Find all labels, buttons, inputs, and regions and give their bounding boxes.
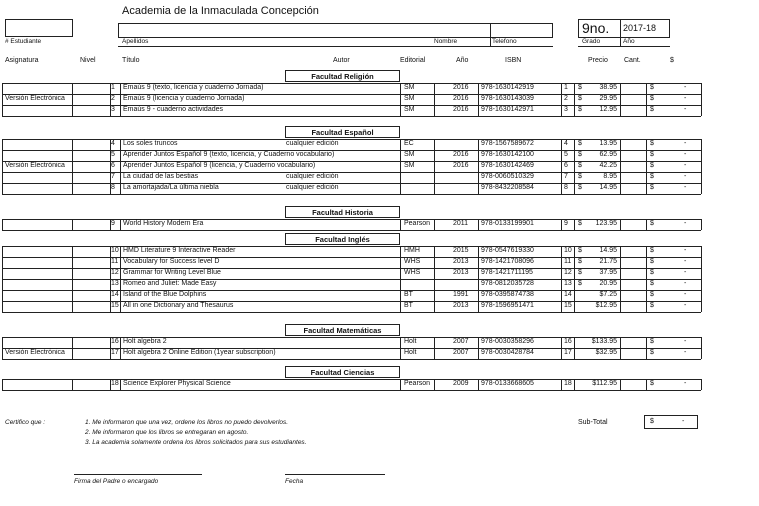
- row-title: Island of the Blue Dolphins: [123, 291, 207, 298]
- row-rule: [2, 359, 701, 360]
- row-price-currency: $: [578, 106, 582, 113]
- row-isbn: 978-1630142100: [481, 151, 534, 158]
- table-row: [0, 268, 759, 279]
- row-number-right: 15: [564, 302, 572, 309]
- row-price: 38.95: [599, 84, 617, 91]
- row-number: 12: [111, 269, 119, 276]
- quantity-cell[interactable]: [621, 139, 645, 149]
- row-isbn: 978-0812035728: [481, 280, 534, 287]
- row-editorial: BT: [404, 302, 413, 309]
- row-total: -: [684, 184, 687, 191]
- row-price: $133.95: [591, 338, 617, 345]
- row-isbn: 978-1421708096: [481, 258, 534, 265]
- quantity-cell[interactable]: [621, 183, 645, 193]
- row-total: -: [684, 280, 687, 287]
- row-total: -: [684, 380, 687, 387]
- row-number-right: 4: [564, 140, 568, 147]
- row-price: 21.75: [599, 258, 617, 265]
- col-editorial: Editorial: [400, 57, 426, 64]
- col-nivel: Nivel: [80, 57, 96, 64]
- row-number-right: 5: [564, 151, 568, 158]
- table-row: [0, 301, 759, 312]
- col-cant: Cant.: [624, 57, 641, 64]
- row-number: 16: [111, 338, 119, 345]
- row-year: 2016: [453, 95, 469, 102]
- grade-value: 9no.: [582, 20, 610, 36]
- row-price: $112.95: [592, 380, 617, 387]
- row-total-currency: $: [650, 220, 654, 227]
- row-title: World History Modern Era: [123, 220, 204, 227]
- row-price: 42.25: [599, 162, 617, 169]
- row-rule: [2, 312, 701, 313]
- row-price: 8.95: [603, 173, 617, 180]
- table-row: [0, 172, 759, 183]
- faculty-name: Facultad Ciencias: [310, 368, 375, 377]
- statement-1: 1. Me informaron que una vez, ordene los libros no puedo devolverlos.: [85, 419, 289, 426]
- row-price: 62.95: [599, 151, 617, 158]
- row-number: 6: [111, 162, 115, 169]
- faculty-name: Facultad Religión: [311, 72, 374, 81]
- row-number: 8: [111, 184, 115, 191]
- table-row: [0, 379, 759, 390]
- row-year: 2016: [453, 106, 469, 113]
- student-name-field[interactable]: [118, 23, 553, 38]
- quantity-cell[interactable]: [621, 105, 645, 115]
- table-row: [0, 290, 759, 301]
- row-year: 2013: [453, 302, 469, 309]
- certifico-label: Certifico que :: [5, 419, 46, 426]
- quantity-cell[interactable]: [621, 268, 645, 278]
- nombre-label: Nombre: [434, 38, 458, 45]
- row-number-right: 9: [564, 220, 568, 227]
- row-editorial: SM: [404, 106, 415, 113]
- table-row: [0, 150, 759, 161]
- quantity-cell[interactable]: [621, 337, 645, 347]
- quantity-cell[interactable]: [621, 161, 645, 171]
- col-asignatura: Asignatura: [5, 57, 39, 64]
- row-title: Vocabulary for Success level D: [123, 258, 220, 265]
- row-total: -: [684, 106, 687, 113]
- grade-year-divider: [620, 19, 621, 47]
- row-editorial: Holt: [404, 349, 417, 356]
- statement-2: 2. Me informaron que los libros se entregaran en agosto.: [85, 429, 249, 436]
- row-isbn: 978-0060510329: [481, 173, 534, 180]
- row-number: 5: [111, 151, 115, 158]
- row-price: 29.95: [599, 95, 617, 102]
- row-price-currency: $: [578, 140, 582, 147]
- row-total: -: [684, 84, 687, 91]
- row-isbn: 978-1567589672: [481, 140, 534, 147]
- row-total-currency: $: [650, 184, 654, 191]
- row-number-right: 11: [564, 258, 572, 265]
- row-price-currency: $: [578, 247, 582, 254]
- row-title: All in one Dictionary and Thesaurus: [123, 302, 234, 309]
- row-autor: cualquier edición: [286, 140, 339, 147]
- row-price: 14.95: [599, 247, 617, 254]
- row-isbn: 978-1630142971: [481, 106, 534, 113]
- student-number-label: # Estudiante: [5, 38, 42, 45]
- row-number-right: 18: [564, 380, 572, 387]
- row-editorial: WHS: [404, 269, 421, 276]
- row-price-currency: $: [578, 220, 582, 227]
- year-value: 2017-18: [623, 23, 657, 33]
- quantity-cell[interactable]: [621, 83, 645, 93]
- school-title: Academia de la Inmaculada Concepción: [122, 5, 319, 17]
- telefono-label: Telefono: [492, 38, 517, 45]
- row-autor: cualquier edición: [286, 184, 339, 191]
- faculty-name: Facultad Historia: [312, 208, 373, 217]
- row-price: 14.95: [599, 184, 617, 191]
- row-total-currency: $: [650, 380, 654, 387]
- row-title: La amortajada/La última niebla: [123, 184, 219, 191]
- row-isbn: 978-0395874738: [481, 291, 534, 298]
- table-row: [0, 257, 759, 268]
- row-isbn: 978-1630143039: [481, 95, 534, 102]
- row-year: 1991: [453, 291, 469, 298]
- row-title: HMD Literature 9 Interactive Reader: [123, 247, 236, 254]
- student-number-field[interactable]: [5, 19, 73, 37]
- col-ano: Año: [456, 57, 469, 64]
- row-number-right: 17: [564, 349, 572, 356]
- row-total: -: [684, 151, 687, 158]
- row-year: 2016: [453, 162, 469, 169]
- row-editorial: Pearson: [404, 380, 431, 387]
- row-title: Aprender Juntos Español 9 (texto, licencia, y Cuaderno vocabulario): [123, 151, 335, 158]
- row-isbn: 978-1596951471: [481, 302, 534, 309]
- row-year: 2015: [453, 247, 469, 254]
- row-isbn: 978-0133668605: [481, 380, 534, 387]
- row-total: -: [684, 95, 687, 102]
- row-year: 2016: [453, 151, 469, 158]
- row-rule: [2, 230, 701, 231]
- date-line[interactable]: [285, 474, 385, 475]
- row-year: 2013: [453, 269, 469, 276]
- row-isbn: 978-0030358296: [481, 338, 534, 345]
- row-total: -: [684, 220, 687, 227]
- row-number: 9: [111, 220, 115, 227]
- col-titulo: Título: [122, 57, 140, 64]
- row-title: Emaús 9 (licencia y cuaderno Jornada): [123, 95, 245, 102]
- subtotal-currency: $: [650, 418, 654, 425]
- row-price-currency: $: [578, 280, 582, 287]
- row-title: Los soles truncos: [123, 140, 178, 147]
- row-price: 20.95: [599, 280, 617, 287]
- table-row: [0, 83, 759, 94]
- row-price: 37.95: [599, 269, 617, 276]
- quantity-cell[interactable]: [621, 290, 645, 300]
- row-price-currency: $: [578, 162, 582, 169]
- row-total: -: [684, 247, 687, 254]
- row-price: $32.95: [595, 349, 617, 356]
- faculty-name: Facultad Español: [311, 128, 374, 137]
- row-title: Romeo and Juliet: Made Easy: [123, 280, 217, 287]
- row-year: 2009: [453, 380, 469, 387]
- row-total: -: [684, 162, 687, 169]
- row-total-currency: $: [650, 162, 654, 169]
- row-total: -: [684, 302, 687, 309]
- row-year: 2013: [453, 258, 469, 265]
- row-year: 2011: [453, 220, 469, 227]
- row-title: Emaús 9 - cuaderno actividades: [123, 106, 223, 113]
- row-isbn: 978-0547619330: [481, 247, 534, 254]
- table-row: [0, 279, 759, 290]
- row-price-currency: $: [578, 84, 582, 91]
- row-title: Emaús 9 (texto, licencia y cuaderno Jornada): [123, 84, 264, 91]
- row-year: 2007: [453, 349, 469, 356]
- row-number: 18: [111, 380, 119, 387]
- row-price-currency: $: [578, 258, 582, 265]
- row-total: -: [684, 349, 687, 356]
- table-row: [0, 348, 759, 359]
- row-number: 4: [111, 140, 115, 147]
- row-rule: [2, 194, 701, 195]
- row-total-currency: $: [650, 151, 654, 158]
- row-title: Holt algebra 2 Online Edition (1year subscription): [123, 349, 276, 356]
- row-total: -: [684, 173, 687, 180]
- table-row: [0, 337, 759, 348]
- row-isbn: 978-8432208584: [481, 184, 534, 191]
- row-number: 10: [111, 247, 119, 254]
- row-number-right: 2: [564, 95, 568, 102]
- row-total-currency: $: [650, 302, 654, 309]
- table-row: [0, 139, 759, 150]
- row-price: $12.95: [595, 302, 617, 309]
- row-total-currency: $: [650, 173, 654, 180]
- row-number-right: 13: [564, 280, 572, 287]
- row-total-currency: $: [650, 258, 654, 265]
- row-title: Holt algebra 2: [123, 338, 167, 345]
- row-total-currency: $: [650, 291, 654, 298]
- quantity-cell[interactable]: [621, 301, 645, 311]
- row-total-currency: $: [650, 269, 654, 276]
- row-total-currency: $: [650, 95, 654, 102]
- faculty-name: Facultad Inglés: [315, 235, 370, 244]
- row-editorial: WHS: [404, 258, 421, 265]
- row-isbn: 978-1630142469: [481, 162, 534, 169]
- row-number-right: 6: [564, 162, 568, 169]
- date-label: Fecha: [285, 478, 304, 485]
- row-title: Aprender Juntos Español 9 (licencia, y Cuaderno vocabulario): [123, 162, 316, 169]
- row-number-right: 14: [564, 291, 572, 298]
- row-rule: [2, 390, 701, 391]
- signature-line[interactable]: [74, 474, 202, 475]
- row-number: 17: [111, 349, 119, 356]
- grade-label: Grado: [582, 38, 601, 45]
- year-label: Año: [623, 38, 635, 45]
- row-isbn: 978-0133199901: [481, 220, 534, 227]
- subtotal-value: -: [682, 418, 685, 425]
- quantity-cell[interactable]: [621, 94, 645, 104]
- col-autor: Autor: [333, 57, 350, 64]
- statement-3: 3. La academia solamente ordena los libros solicitados para sus estudiantes.: [85, 439, 307, 446]
- row-number-right: 10: [564, 247, 572, 254]
- row-editorial: SM: [404, 151, 415, 158]
- row-number: 2: [111, 95, 115, 102]
- row-price: 12.95: [599, 106, 617, 113]
- row-total-currency: $: [650, 349, 654, 356]
- name-underline: [118, 46, 553, 47]
- quantity-cell[interactable]: [621, 150, 645, 160]
- quantity-cell[interactable]: [621, 172, 645, 182]
- row-price: $7.25: [599, 291, 617, 298]
- row-price-currency: $: [578, 173, 582, 180]
- table-row: [0, 161, 759, 172]
- row-number-right: 3: [564, 106, 568, 113]
- row-editorial: EC: [404, 140, 414, 147]
- row-number-right: 8: [564, 184, 568, 191]
- col-precio: Precio: [588, 57, 608, 64]
- row-total: -: [684, 258, 687, 265]
- row-editorial: BT: [404, 291, 413, 298]
- grade-underline: [578, 46, 670, 47]
- row-isbn: 978-0030428784: [481, 349, 534, 356]
- quantity-cell[interactable]: [621, 219, 645, 229]
- row-total-currency: $: [650, 140, 654, 147]
- row-total: -: [684, 338, 687, 345]
- row-editorial: SM: [404, 84, 415, 91]
- row-editorial: SM: [404, 162, 415, 169]
- row-editorial: HMH: [404, 247, 420, 254]
- row-number: 15: [111, 302, 119, 309]
- row-price-currency: $: [578, 184, 582, 191]
- row-total-currency: $: [650, 247, 654, 254]
- signature-label: Firma del Padre o encargado: [74, 478, 159, 485]
- col-isbn: ISBN: [505, 57, 522, 64]
- col-total: $: [670, 57, 674, 64]
- row-autor: cualquier edición: [286, 173, 339, 180]
- row-number: 3: [111, 106, 115, 113]
- table-row: [0, 183, 759, 194]
- table-row: [0, 219, 759, 230]
- row-number: 14: [111, 291, 119, 298]
- faculty-name: Facultad Matemáticas: [303, 326, 382, 335]
- row-asignatura: Versión Electrónica: [5, 162, 65, 169]
- row-rule: [2, 116, 701, 117]
- row-title: Grammar for Writing Level Blue: [123, 269, 221, 276]
- subtotal-label: Sub-Total: [578, 419, 608, 426]
- row-title: Science Explorer Physical Science: [123, 380, 231, 387]
- row-year: 2007: [453, 338, 469, 345]
- table-row: [0, 105, 759, 116]
- row-number: 11: [111, 258, 119, 265]
- row-number-right: 1: [564, 84, 568, 91]
- row-isbn: 978-1421711195: [481, 269, 533, 276]
- row-price-currency: $: [578, 95, 582, 102]
- row-price: 13.95: [599, 140, 617, 147]
- quantity-cell[interactable]: [621, 246, 645, 256]
- row-number: 7: [111, 173, 115, 180]
- row-total: -: [684, 269, 687, 276]
- row-editorial: SM: [404, 95, 415, 102]
- row-editorial: Pearson: [404, 220, 431, 227]
- row-isbn: 978-1630142919: [481, 84, 534, 91]
- row-total: -: [684, 140, 687, 147]
- row-total-currency: $: [650, 84, 654, 91]
- row-number: 1: [111, 84, 115, 91]
- row-total-currency: $: [650, 106, 654, 113]
- row-number-right: 12: [564, 269, 572, 276]
- row-price-currency: $: [578, 269, 582, 276]
- name-phone-divider: [490, 23, 491, 47]
- row-year: 2016: [453, 84, 469, 91]
- row-price-currency: $: [578, 151, 582, 158]
- row-asignatura: Versión Electrónica: [5, 349, 65, 356]
- row-number-right: 7: [564, 173, 568, 180]
- table-row: [0, 246, 759, 257]
- row-number-right: 16: [564, 338, 572, 345]
- quantity-cell[interactable]: [621, 279, 645, 289]
- row-price: 123.95: [595, 220, 617, 227]
- row-editorial: Holt: [404, 338, 417, 345]
- row-title: La ciudad de las bestias: [123, 173, 199, 180]
- quantity-cell[interactable]: [621, 348, 645, 358]
- row-asignatura: Versión Electrónica: [5, 95, 65, 102]
- row-total-currency: $: [650, 338, 654, 345]
- table-row: [0, 94, 759, 105]
- quantity-cell[interactable]: [621, 379, 645, 389]
- quantity-cell[interactable]: [621, 257, 645, 267]
- apellidos-label: Apellidos: [122, 38, 149, 45]
- row-total-currency: $: [650, 280, 654, 287]
- row-total: -: [684, 291, 687, 298]
- row-number: 13: [111, 280, 119, 287]
